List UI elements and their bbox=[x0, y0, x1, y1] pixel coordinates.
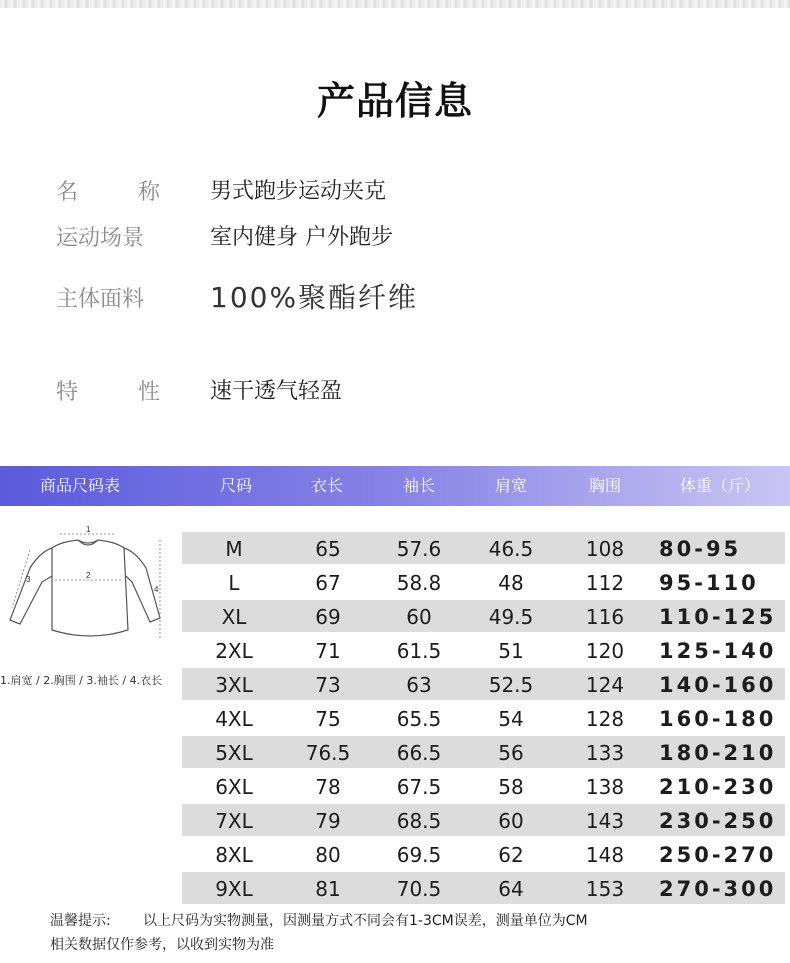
table-row bbox=[182, 566, 785, 598]
table-row bbox=[182, 872, 785, 904]
name-label bbox=[56, 175, 160, 206]
col-header-length: 衣长 bbox=[310, 476, 343, 495]
table-row bbox=[182, 838, 785, 870]
note-line-2 bbox=[50, 934, 274, 954]
note-text-2: 相关数据仅作参考，以收到实物为准 bbox=[50, 937, 274, 953]
cell-shoulder: 62 bbox=[498, 843, 524, 867]
cell-weight: 95-110 bbox=[659, 571, 759, 595]
size-table-header bbox=[0, 466, 790, 506]
cell-shoulder: 48 bbox=[498, 571, 524, 595]
cell-chest: 116 bbox=[585, 605, 625, 629]
name-label-char-1: 名 bbox=[56, 180, 79, 205]
cell-size: 2XL bbox=[215, 639, 253, 663]
cell-weight: 110-125 bbox=[659, 605, 777, 629]
cell-weight: 210-230 bbox=[659, 775, 777, 799]
cell-sleeve: 65.5 bbox=[396, 707, 442, 731]
cell-size: L bbox=[228, 571, 240, 595]
cell-sleeve: 68.5 bbox=[396, 809, 442, 833]
cell-length: 78 bbox=[315, 775, 341, 799]
cell-sleeve: 58.8 bbox=[396, 571, 442, 595]
diagram-caption: 1.肩宽 / 2.胸围 / 3.袖长 / 4.衣长 bbox=[0, 674, 163, 687]
cell-chest: 138 bbox=[585, 775, 625, 799]
cell-sleeve: 60 bbox=[406, 605, 432, 629]
note-label: 温馨提示: bbox=[50, 913, 111, 929]
page-title: 产品信息 bbox=[316, 79, 473, 123]
cell-weight: 230-250 bbox=[659, 809, 777, 833]
cell-weight: 140-160 bbox=[659, 673, 777, 697]
cell-chest: 128 bbox=[585, 707, 625, 731]
cell-shoulder: 54 bbox=[498, 707, 524, 731]
col-header-shoulder: 肩宽 bbox=[494, 476, 527, 495]
note-line-1 bbox=[50, 910, 588, 930]
cell-length: 79 bbox=[315, 809, 341, 833]
diagram-mark-2: 2 bbox=[86, 571, 91, 580]
cell-weight: 80-95 bbox=[659, 537, 742, 561]
cell-shoulder: 58 bbox=[498, 775, 524, 799]
table-row bbox=[182, 770, 785, 802]
scene-value: 室内健身 户外跑步 bbox=[210, 225, 393, 250]
col-header-chest: 胸围 bbox=[588, 476, 621, 495]
col-header-sleeve: 袖长 bbox=[402, 476, 435, 495]
cell-length: 76.5 bbox=[305, 741, 351, 765]
table-row bbox=[182, 600, 785, 632]
cell-shoulder: 52.5 bbox=[488, 673, 534, 697]
cell-length: 67 bbox=[315, 571, 341, 595]
cell-size: 8XL bbox=[215, 843, 253, 867]
name-label-char-2: 称 bbox=[137, 180, 160, 205]
scene-label bbox=[56, 221, 160, 252]
cell-size: XL bbox=[221, 605, 247, 629]
cell-chest: 143 bbox=[585, 809, 625, 833]
cell-weight: 180-210 bbox=[659, 741, 777, 765]
cell-chest: 124 bbox=[585, 673, 625, 697]
cell-sleeve: 63 bbox=[406, 673, 432, 697]
cell-weight: 125-140 bbox=[659, 639, 777, 663]
cell-sleeve: 67.5 bbox=[396, 775, 442, 799]
cell-sleeve: 61.5 bbox=[396, 639, 442, 663]
size-table-title: 商品尺码表 bbox=[39, 476, 120, 495]
cell-size: 4XL bbox=[215, 707, 253, 731]
table-row bbox=[182, 668, 785, 700]
cell-length: 80 bbox=[315, 843, 341, 867]
cell-shoulder: 56 bbox=[498, 741, 524, 765]
cell-length: 69 bbox=[315, 605, 341, 629]
top-border-strip bbox=[0, 0, 790, 8]
cell-chest: 148 bbox=[585, 843, 625, 867]
cell-weight: 270-300 bbox=[659, 877, 777, 901]
scene-label-text: 运动场景 bbox=[56, 226, 145, 251]
cell-sleeve: 70.5 bbox=[396, 877, 442, 901]
cell-weight: 160-180 bbox=[659, 707, 777, 731]
col-header-size: 尺码 bbox=[219, 476, 252, 495]
fabric-label-text: 主体面料 bbox=[56, 287, 145, 312]
cell-size: 5XL bbox=[215, 741, 253, 765]
cell-shoulder: 46.5 bbox=[488, 537, 534, 561]
garment-measure-diagram bbox=[0, 520, 180, 670]
cell-length: 65 bbox=[315, 537, 341, 561]
cell-length: 73 bbox=[315, 673, 341, 697]
cell-weight: 250-270 bbox=[659, 843, 777, 867]
cell-length: 71 bbox=[315, 639, 341, 663]
cell-shoulder: 51 bbox=[498, 639, 524, 663]
cell-sleeve: 69.5 bbox=[396, 843, 442, 867]
cell-sleeve: 57.6 bbox=[396, 537, 442, 561]
table-row bbox=[182, 736, 785, 768]
diagram-mark-3: 3 bbox=[26, 575, 31, 584]
cell-length: 81 bbox=[315, 877, 341, 901]
feature-label-char-2: 性 bbox=[137, 380, 160, 405]
diagram-mark-4: 4 bbox=[154, 585, 159, 594]
table-row bbox=[182, 702, 785, 734]
cell-size: 9XL bbox=[215, 877, 253, 901]
col-header-weight: 体重（斤） bbox=[679, 476, 760, 495]
cell-size: M bbox=[225, 537, 243, 561]
cell-chest: 120 bbox=[585, 639, 625, 663]
feature-label-char-1: 特 bbox=[56, 380, 79, 405]
diagram-mark-1: 1 bbox=[86, 525, 91, 534]
fabric-label bbox=[56, 282, 160, 313]
cell-chest: 108 bbox=[585, 537, 625, 561]
name-value: 男式跑步运动夹克 bbox=[210, 179, 387, 204]
cell-length: 75 bbox=[315, 707, 341, 731]
fabric-value: 100%聚酯纤维 bbox=[210, 281, 419, 314]
cell-shoulder: 60 bbox=[498, 809, 524, 833]
cell-size: 7XL bbox=[215, 809, 253, 833]
feature-label bbox=[56, 375, 160, 406]
cell-chest: 112 bbox=[585, 571, 625, 595]
cell-sleeve: 66.5 bbox=[396, 741, 442, 765]
table-row bbox=[182, 804, 785, 836]
table-row bbox=[182, 532, 785, 564]
note-text-1: 以上尺码为实物测量，因测量方式不同会有1-3CM误差，测量单位为CM bbox=[143, 913, 588, 929]
feature-value: 速干透气轻盈 bbox=[210, 379, 343, 404]
table-row bbox=[182, 634, 785, 666]
cell-chest: 153 bbox=[585, 877, 625, 901]
cell-shoulder: 64 bbox=[498, 877, 524, 901]
cell-size: 3XL bbox=[215, 673, 253, 697]
cell-size: 6XL bbox=[215, 775, 253, 799]
cell-shoulder: 49.5 bbox=[488, 605, 534, 629]
cell-chest: 133 bbox=[585, 741, 625, 765]
